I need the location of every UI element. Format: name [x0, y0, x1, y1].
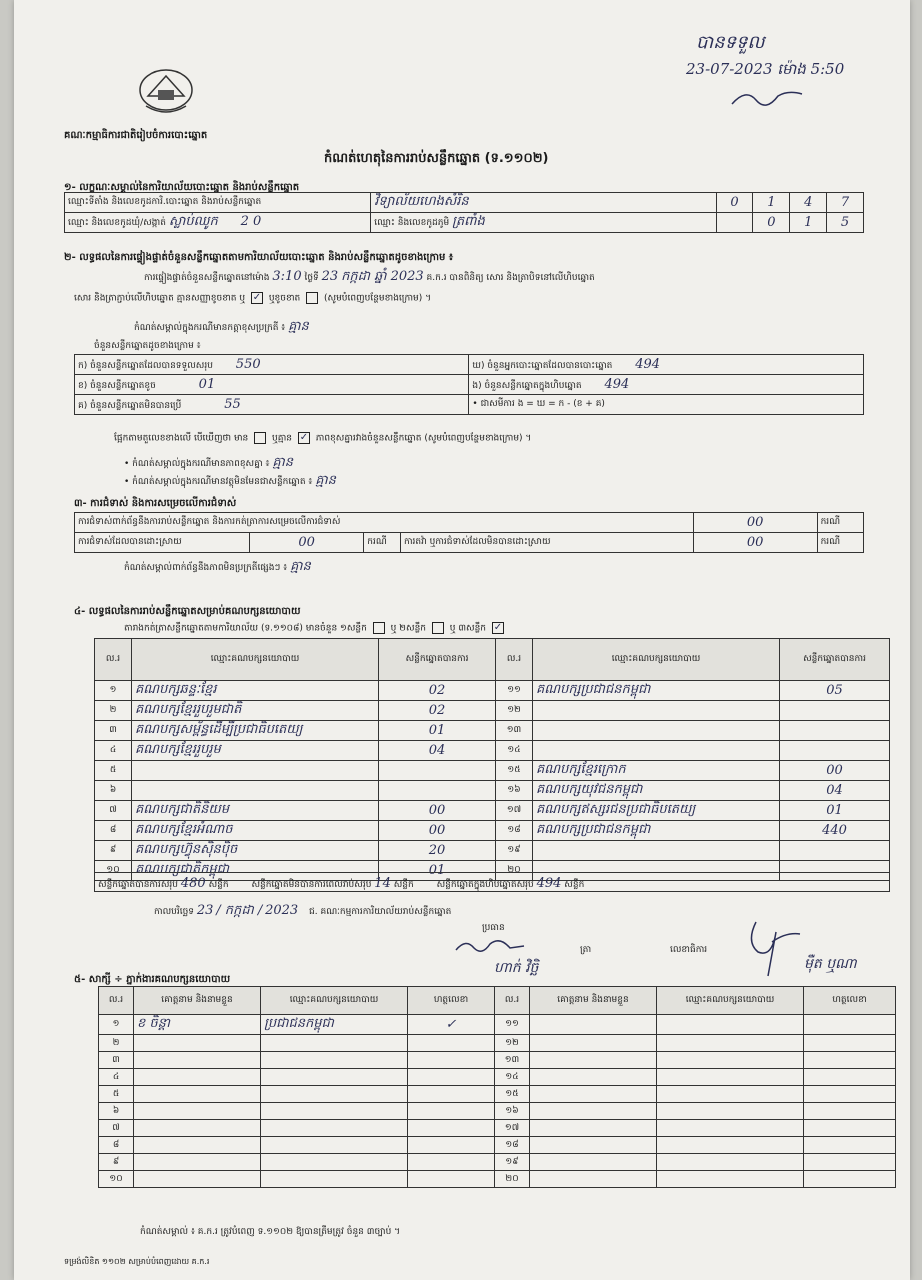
witness-cell-name — [134, 1154, 261, 1171]
value: 494 — [604, 376, 630, 392]
party-cell-votes2: 00 — [780, 761, 890, 781]
header-party: ឈ្មោះគណបក្សនយោបាយ — [533, 639, 780, 681]
witness-cell-party — [261, 1052, 408, 1069]
party-cell-party: គណបក្សសម្ព័ន្ធដើម្បីប្រជាធិបតេយ្យ — [132, 721, 379, 741]
text: តារាងកត់ត្រាសន្លឹកឆ្នោតតាមការិយាល័យ (ទ.១១០៨) មានចំនួន ១សន្លឹក — [124, 623, 367, 634]
section-2-line2 — [74, 292, 431, 306]
party-cell-party2: គណបក្សយុវជនកម្ពុជា — [533, 781, 780, 801]
code-digit: 5 — [827, 213, 864, 233]
party-cell-party2: គណបក្សប្រជាជនកម្ពុជា — [533, 681, 780, 701]
label: ក) ចំនួនសន្លឹកឆ្នោតដែលបានទទួលសរុប — [78, 360, 213, 371]
party-cell-no: ៩ — [95, 841, 132, 861]
form-footer: ទម្រង់លិខិត ១១០២ សម្រាប់បំពេញដោយ គ.ក.រ — [64, 1257, 210, 1266]
table-row — [99, 1103, 896, 1120]
party-cell-party — [132, 761, 379, 781]
header-party: ឈ្មោះគណបក្សនយោបាយ — [261, 987, 408, 1015]
code-digit: 0 — [716, 193, 753, 213]
witness-cell-sign — [408, 1120, 495, 1137]
value: 550 — [235, 356, 261, 372]
party-cell-votes2: 440 — [780, 821, 890, 841]
text: (សូមបំពេញបន្ថែមខាងក្រោម) ។ — [323, 293, 432, 304]
witness-cell-empty — [530, 1015, 657, 1035]
header-party: ឈ្មោះគណបក្សនយោបាយ — [657, 987, 804, 1015]
code-digit: 1 — [790, 213, 827, 233]
party-cell-no2: ១៨ — [496, 821, 533, 841]
witness-cell-no: ៦ — [99, 1103, 134, 1120]
witness-cell-name: ខ ចិន្តា — [134, 1015, 261, 1035]
witness-cell-empty — [657, 1069, 804, 1086]
no-checkbox[interactable] — [306, 292, 318, 304]
value: 23 — [196, 903, 214, 918]
yes-checkbox[interactable]: ✓ — [252, 292, 262, 303]
row-c — [75, 375, 469, 395]
unit: សន្លឹក — [393, 880, 414, 890]
party-cell-party2 — [533, 721, 780, 741]
label — [65, 213, 371, 233]
value: 494 — [536, 876, 562, 891]
section-2-sub: ចំនួនសន្លឹកឆ្នោតដូចខាងក្រោម ៖ — [94, 341, 201, 351]
top-signature — [726, 86, 806, 112]
secretary-signature — [736, 912, 806, 982]
option-2-box[interactable] — [432, 622, 444, 634]
secretary-label: លេខាធិការ — [670, 945, 708, 955]
witness-cell-empty — [804, 1154, 896, 1171]
text: សោរ និងត្រាភ្ជាប់លើហិបឆ្នោត គ្មានសញ្ញាខូចខាត ឬ — [74, 293, 246, 304]
header-votes: សន្លឹកឆ្នោតបានការ — [379, 639, 496, 681]
table-row — [99, 1137, 896, 1154]
header-no: ល.រ — [495, 987, 530, 1015]
witness-cell-empty — [804, 1137, 896, 1154]
table-row — [99, 1035, 896, 1052]
witness-cell-no2: ២០ — [495, 1171, 530, 1188]
text: ថ្ងៃទី — [304, 273, 319, 283]
party-cell-votes: 02 — [379, 701, 496, 721]
witness-cell-sign — [408, 1137, 495, 1154]
witness-cell-no: ៧ — [99, 1120, 134, 1137]
text: • កំណត់សម្គាល់ក្នុងករណីមានភាពខុសគ្នា ៖ — [124, 459, 270, 469]
witness-cell-name — [134, 1103, 261, 1120]
party-cell-no2: ១៥ — [496, 761, 533, 781]
witness-cell-empty — [804, 1103, 896, 1120]
label-text: ឈ្មោះ និងលេខកូដភូមិ — [374, 218, 450, 228]
value: / កក្កដា / — [216, 903, 263, 918]
code-digit: 4 — [790, 193, 827, 213]
row-e — [75, 395, 469, 415]
party-cell-party2: គណបក្សខ្មែរក្រោក — [533, 761, 780, 781]
witness-cell-no: ៣ — [99, 1052, 134, 1069]
label-text: ឈ្មោះ និងលេខកូដឃុំ/សង្កាត់ — [68, 218, 166, 228]
header-sign: ហត្ថលេខា — [408, 987, 495, 1015]
header-party: ឈ្មោះគណបក្សនយោបាយ — [132, 639, 379, 681]
text: ភាពខុសគ្នារវាងចំនួនសន្លឹកឆ្នោត (សូមបំពេញបន្ថែមខាងក្រោម) ។ — [315, 433, 532, 444]
witness-cell-no2: ១៧ — [495, 1120, 530, 1137]
value: គ្មាន — [290, 559, 311, 574]
value: 14 — [374, 876, 391, 891]
party-cell-votes — [379, 761, 496, 781]
table-row — [95, 821, 890, 841]
text: • កំណត់សម្គាល់ក្នុងករណីមានវត្ថុមិនមែនជាសន្លឹកឆ្នោត ៖ — [124, 477, 313, 487]
party-cell-no: ៦ — [95, 781, 132, 801]
witness-cell-party — [261, 1171, 408, 1188]
witness-cell-no: ៥ — [99, 1086, 134, 1103]
chair-signature — [450, 934, 530, 960]
party-cell-votes2 — [780, 701, 890, 721]
party-cell-party: គណបក្សខ្មែររួបរួមជាតិ — [132, 701, 379, 721]
witness-cell-empty — [657, 1015, 804, 1035]
row-a — [75, 355, 469, 375]
label: ការជំទាស់ដែលបានដោះស្រាយ — [75, 533, 250, 553]
value: 2023 — [265, 903, 299, 918]
party-cell-votes: 01 — [379, 721, 496, 741]
party-cell-no: ៣ — [95, 721, 132, 741]
commune-value: ស្លាប់ឈូក — [168, 214, 218, 229]
party-results-table — [94, 638, 890, 881]
witness-cell-no2: ១៨ — [495, 1137, 530, 1154]
option-3-box[interactable]: ✓ — [493, 622, 503, 633]
totals-row — [94, 872, 890, 892]
form-title: កំណត់ហេតុនៃការរាប់សន្លឹកឆ្នោត (ទ.១១០២) — [324, 151, 549, 166]
party-cell-votes2 — [780, 741, 890, 761]
witness-cell-no2: ១២ — [495, 1035, 530, 1052]
witness-cell-empty — [804, 1052, 896, 1069]
party-cell-votes2 — [780, 721, 890, 741]
witness-cell-sign — [408, 1035, 495, 1052]
header-sign: ហត្ថលេខា — [804, 987, 896, 1015]
header-no: ល.រ — [95, 639, 132, 681]
table-row — [95, 801, 890, 821]
party-cell-no2: ១៦ — [496, 781, 533, 801]
chair-name: ហាក់ វិច្ឆិ — [494, 960, 539, 976]
witness-cell-sign — [408, 1069, 495, 1086]
witness-cell-name — [134, 1086, 261, 1103]
day-value: 23 — [321, 269, 339, 284]
text: ការផ្ទៀងផ្ទាត់ចំនួនសន្លឹកឆ្នោតនៅម៉ោង — [144, 273, 270, 283]
table-row — [95, 701, 890, 721]
party-cell-votes: 00 — [379, 801, 496, 821]
witness-cell-no: ១ — [99, 1015, 134, 1035]
unit: សន្លឹក — [208, 880, 229, 890]
label: ឃ) ចំនួនអ្នកបោះឆ្នោតដែលបានបោះឆ្នោត — [472, 360, 613, 371]
formula: • ជាសមីការ ង = ឃ = ក - (ខ + គ) — [469, 395, 864, 415]
table-row — [95, 761, 890, 781]
party-cell-votes: 20 — [379, 841, 496, 861]
witness-cell-empty — [657, 1137, 804, 1154]
witness-cell-empty — [657, 1120, 804, 1137]
party-cell-party2 — [533, 701, 780, 721]
party-cell-party: គណបក្សខ្មែររួបរួម — [132, 741, 379, 761]
table-row — [99, 1015, 896, 1035]
table-row — [99, 1069, 896, 1086]
section-1-title: ១- លក្ខណៈសម្គាល់នៃការិយាល័យបោះឆ្នោត និងរាប់សន្លឹកឆ្នោត — [64, 182, 300, 193]
value: វិទ្យាល័យហេងសំរិន — [371, 193, 716, 213]
text: កំណត់សម្គាល់ពាក់ព័ន្ធនឹងភាពមិនប្រក្រតីផ្សេងៗ ៖ — [124, 563, 288, 573]
witness-cell-empty — [530, 1035, 657, 1052]
witness-cell-empty — [657, 1035, 804, 1052]
witness-cell-empty — [530, 1120, 657, 1137]
witness-cell-empty — [530, 1154, 657, 1171]
party-cell-party: គណបក្សជាតិកម្ពុជា — [132, 861, 379, 881]
witness-cell-empty — [657, 1154, 804, 1171]
witness-cell-sign — [408, 1086, 495, 1103]
witness-cell-empty — [804, 1035, 896, 1052]
witness-cell-empty — [657, 1086, 804, 1103]
section-5-title: ៥- សាក្សី ÷ ភ្នាក់ងារគណបក្សនយោបាយ — [74, 974, 231, 985]
label: ខ) ចំនួនសន្លឹកឆ្នោតខូច — [78, 380, 156, 391]
party-cell-no: ៥ — [95, 761, 132, 781]
section-2-title: ២- លទ្ធផលនៃការផ្ទៀងផ្ទាត់ចំនួនសន្លឹកឆ្នោតតាមការិយាល័យបោះឆ្នោត និងរាប់សន្លឹកឆ្នោតដូចខាងក្រោម ៖ — [64, 252, 454, 263]
section-2-note — [134, 318, 309, 337]
party-cell-party: គណបក្សឆន្ទៈខ្មែរ — [132, 681, 379, 701]
value: គ្មាន — [315, 473, 336, 488]
text: ឬគ្មាន — [272, 433, 293, 444]
witness-cell-empty — [804, 1171, 896, 1188]
party-cell-no: ៤ — [95, 741, 132, 761]
witness-cell-name — [134, 1171, 261, 1188]
check-yes-box[interactable] — [254, 432, 266, 444]
witness-cell-party — [261, 1120, 408, 1137]
value: 01 — [198, 376, 216, 392]
party-cell-votes: 01 — [379, 861, 496, 881]
witness-cell-empty — [657, 1171, 804, 1188]
witness-cell-name — [134, 1035, 261, 1052]
party-cell-no2: ១៧ — [496, 801, 533, 821]
value: 494 — [635, 356, 661, 372]
witness-cell-empty — [804, 1069, 896, 1086]
witness-cell-name — [134, 1052, 261, 1069]
section-4-sub — [124, 622, 507, 636]
section-3-note — [124, 558, 311, 577]
witness-cell-party — [261, 1086, 408, 1103]
witness-cell-party: ប្រជាជនកម្ពុជា — [261, 1015, 408, 1035]
party-cell-party2 — [533, 841, 780, 861]
party-cell-no: ៨ — [95, 821, 132, 841]
witness-cell-no2: ១៣ — [495, 1052, 530, 1069]
witness-cell-empty — [530, 1052, 657, 1069]
value: 55 — [224, 396, 241, 412]
witness-cell-no: ៤ — [99, 1069, 134, 1086]
party-cell-party — [132, 781, 379, 801]
header-no: ល.រ — [496, 639, 533, 681]
section-2-line1 — [144, 268, 595, 287]
header-name: គោត្តនាម និងនាមខ្លួន — [134, 987, 261, 1015]
note-value: គ្មាន — [288, 319, 309, 334]
unit: សន្លឹក — [564, 880, 585, 890]
witness-cell-no2: ១៦ — [495, 1103, 530, 1120]
witness-cell-empty — [804, 1086, 896, 1103]
party-cell-votes: 02 — [379, 681, 496, 701]
witness-cell-empty — [530, 1069, 657, 1086]
witness-cell-empty — [804, 1120, 896, 1137]
party-cell-party2 — [533, 741, 780, 761]
witness-cell-party — [261, 1035, 408, 1052]
party-cell-no: ២ — [95, 701, 132, 721]
option-1-box[interactable] — [373, 622, 385, 634]
party-cell-no2: ១១ — [496, 681, 533, 701]
text: សន្លឹកឆ្នោតបានការសរុប — [98, 880, 178, 890]
code-digit: 7 — [827, 193, 864, 213]
witness-cell-no: ២ — [99, 1035, 134, 1052]
party-cell-no2: ១២ — [496, 701, 533, 721]
section-2-check — [114, 432, 531, 446]
top-note: បានទទួល — [696, 32, 765, 53]
party-cell-no2: ២០ — [496, 861, 533, 881]
complaint-table — [74, 512, 864, 553]
party-cell-votes2: 05 — [780, 681, 890, 701]
witness-cell-empty — [657, 1103, 804, 1120]
label: ឈ្មោះទីតាំង និងលេខកូដការិ.បោះឆ្នោត និងរាប់សន្លឹកឆ្នោត — [65, 193, 371, 213]
witness-cell-name — [134, 1120, 261, 1137]
witness-cell-empty — [804, 1015, 896, 1035]
value: គ្មាន — [272, 455, 294, 470]
text: សន្លឹកឆ្នោតមិនបានការពេលរាប់សរុប — [251, 880, 372, 890]
party-cell-party2: គណបក្សប្រជាជនកម្ពុជា — [533, 821, 780, 841]
party-cell-no: ១០ — [95, 861, 132, 881]
witness-cell-sign — [408, 1103, 495, 1120]
table-row — [99, 1171, 896, 1188]
code-digit: 0 — [753, 213, 790, 233]
header-name: គោត្តនាម និងនាមខ្លួន — [530, 987, 657, 1015]
text: គ.ក.រ បានពិនិត្យ សោរ និងត្រាបិទនៅលើហិបឆ្នោត — [426, 273, 595, 283]
village-value: ត្រពាំង — [452, 214, 485, 229]
party-cell-no2: ១៤ — [496, 741, 533, 761]
unit: ករណី — [817, 533, 863, 553]
witness-cell-empty — [530, 1103, 657, 1120]
section-2-remark-2 — [124, 472, 336, 491]
text: ផ្អែកតាមតួលេខខាងលើ បើឃើញថា មាន — [114, 433, 249, 444]
party-cell-no: ១ — [95, 681, 132, 701]
date-line — [154, 902, 451, 921]
code-digit: 1 — [753, 193, 790, 213]
party-cell-no2: ១៩ — [496, 841, 533, 861]
party-cell-party2: គណបក្សឥស្សរជនប្រជាធិបតេយ្យ — [533, 801, 780, 821]
party-cell-party: គណបក្សខ្មែរអំណាច — [132, 821, 379, 841]
witness-cell-no: ១០ — [99, 1171, 134, 1188]
witness-cell-party — [261, 1069, 408, 1086]
value: 480 — [180, 876, 206, 891]
time-value: 3:10 — [272, 269, 302, 284]
witness-cell-empty — [530, 1086, 657, 1103]
witness-cell-empty — [657, 1052, 804, 1069]
row-b — [469, 355, 864, 375]
unit: ករណី — [364, 533, 401, 553]
table-row — [99, 1120, 896, 1137]
footnote: កំណត់សម្គាល់ ៖ គ.ក.រ ត្រូវបំពេញ ទ.១១០២ ឱ្យបានត្រឹមត្រូវ ចំនួន ៣ច្បាប់ ។ — [140, 1227, 401, 1237]
value: 00 — [250, 533, 364, 553]
top-date: 23-07-2023 ម៉ោង 5:50 — [686, 60, 845, 78]
value: 00 — [693, 513, 817, 533]
ballot-count-table — [74, 354, 864, 415]
text: សន្លឹកឆ្នោតក្នុងហិបឆ្នោតសរុប — [436, 880, 534, 890]
party-cell-votes — [379, 781, 496, 801]
party-cell-votes: 00 — [379, 821, 496, 841]
witness-cell-no2: ១៥ — [495, 1086, 530, 1103]
table-row — [95, 841, 890, 861]
text: កំណត់សម្គាល់ក្នុងករណីមានកត្តាខុសប្រក្រតី ៖ — [134, 323, 286, 333]
witness-cell-sign — [408, 1052, 495, 1069]
label: ការជំទាស់ពាក់ព័ន្ធនឹងការរាប់សន្លឹកឆ្នោត និងការកត់ត្រាការសម្រេចលើការជំទាស់ — [75, 513, 694, 533]
witness-cell-no: ៩ — [99, 1154, 134, 1171]
witness-cell-no2: ១៤ — [495, 1069, 530, 1086]
party-cell-votes2: 04 — [780, 781, 890, 801]
secretary-name: ម៉ឺត ឬណា — [804, 956, 857, 972]
check-no-box[interactable]: ✓ — [299, 432, 309, 443]
section-2-remark-1 — [124, 454, 293, 473]
section-3-title: ៣- ការជំទាស់ និងការសម្រេចលើការជំទាស់ — [74, 498, 237, 509]
party-cell-party: គណបក្សហ៊្វុនស៊ិនប៉ិច — [132, 841, 379, 861]
value: 00 — [693, 533, 817, 553]
witness-cell-no2: ១១ — [495, 1015, 530, 1035]
party-cell-party: គណបក្សជាតិនិយម — [132, 801, 379, 821]
month-year-value: កក្កដា ឆ្នាំ 2023 — [341, 269, 424, 284]
table-row — [95, 721, 890, 741]
row-d — [469, 375, 864, 395]
witness-cell-party — [261, 1154, 408, 1171]
nec-emblem-icon — [136, 66, 196, 118]
witness-cell-party — [261, 1103, 408, 1120]
section-4-title: ៤- លទ្ធផលនៃការរាប់សន្លឹកឆ្នោតសម្រាប់គណបក្សនយោបាយ — [74, 606, 301, 617]
commune-code: 2 0 — [240, 214, 262, 229]
unit: ករណី — [817, 513, 863, 533]
table-row — [99, 1154, 896, 1171]
witness-cell-sign — [408, 1154, 495, 1171]
table-row — [99, 1086, 896, 1103]
table-row — [95, 681, 890, 701]
witness-cell-sign: ✓ — [408, 1015, 495, 1035]
witness-cell-party — [261, 1137, 408, 1154]
table-row — [99, 1052, 896, 1069]
witness-cell-no: ៨ — [99, 1137, 134, 1154]
label — [371, 213, 716, 233]
text: ឬ ៣សន្លឹក — [449, 623, 487, 634]
text: ជ. គណៈកម្មការការិយាល័យរាប់សន្លឹកឆ្នោត — [309, 907, 452, 917]
text: កាលបរិច្ឆេទ — [154, 907, 194, 917]
committee-name: គណៈកម្មាធិការជាតិរៀបចំការបោះឆ្នោត — [64, 130, 208, 141]
party-cell-no2: ១៣ — [496, 721, 533, 741]
text: ឬខូចខាត — [268, 293, 301, 304]
party-cell-votes2: 01 — [780, 801, 890, 821]
label: ង) ចំនួនសន្លឹកឆ្នោតក្នុងហិបឆ្នោត — [472, 380, 582, 391]
witness-table — [98, 986, 896, 1188]
label: ការតវ៉ា ឬការជំទាស់ដែលមិនបានដោះស្រាយ — [400, 533, 693, 553]
text: ឬ ២សន្លឹក — [390, 623, 426, 634]
label: គ) ចំនួនសន្លឹកឆ្នោតមិនបានប្រើ — [78, 400, 182, 411]
chair-sign-mark: ត្រា — [580, 945, 592, 955]
header-votes: សន្លឹកឆ្នោតបានការ — [780, 639, 890, 681]
witness-cell-no2: ១៩ — [495, 1154, 530, 1171]
witness-cell-empty — [530, 1137, 657, 1154]
table-row — [95, 781, 890, 801]
witness-cell-empty — [530, 1171, 657, 1188]
witness-cell-sign — [408, 1171, 495, 1188]
witness-cell-name — [134, 1137, 261, 1154]
party-cell-votes: 04 — [379, 741, 496, 761]
section-1-table — [64, 192, 864, 233]
party-cell-no: ៧ — [95, 801, 132, 821]
party-cell-votes2 — [780, 841, 890, 861]
header-no: ល.រ — [99, 987, 134, 1015]
table-row — [95, 741, 890, 761]
form-sheet — [14, 0, 910, 1280]
witness-cell-name — [134, 1069, 261, 1086]
chair-label: ប្រធាន — [482, 923, 505, 933]
